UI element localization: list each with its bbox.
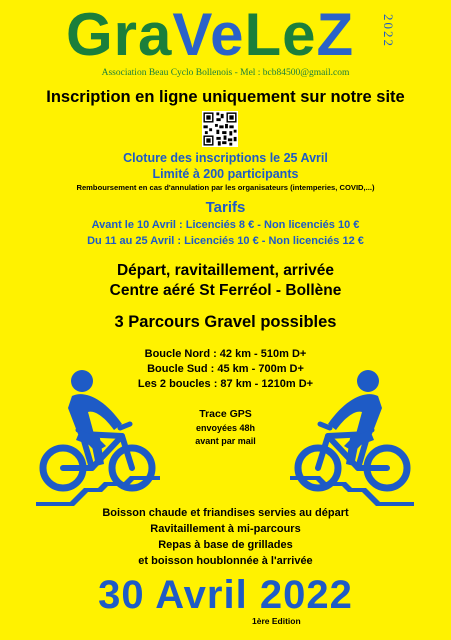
start-location-name: Centre aéré St Ferréol - Bollène (109, 282, 342, 299)
gps-line-2: envoyées 48h (195, 423, 256, 433)
pricing-title: Tarifs (205, 199, 246, 216)
logo-part-3: Le (244, 1, 317, 68)
qr-code-icon[interactable] (202, 111, 238, 147)
logo-part-2: Ve (172, 1, 245, 68)
registration-deadline: Cloture des inscriptions le 25 Avril (123, 151, 328, 165)
logo-part-1: Gra (66, 1, 173, 68)
edition-label: 1ère Edition (252, 616, 301, 626)
info-refreshment: Ravitaillement à mi-parcours (150, 523, 301, 535)
gps-title: Trace GPS (199, 408, 252, 420)
start-location-heading: Départ, ravitaillement, arrivée (116, 262, 335, 279)
cyclist-left-icon (34, 368, 162, 508)
route-north: Boucle Nord : 42 km - 510m D+ (144, 348, 307, 360)
cyclist-right-icon (288, 368, 416, 508)
association-contact: Association Beau Cyclo Bollenois - Mel : bcb84500@gmail.com (101, 68, 350, 78)
routes-heading: 3 Parcours Gravel possibles (114, 313, 337, 331)
info-drinks: Boisson chaude et friandises servies au départ (102, 507, 349, 519)
pricing-early: Avant le 10 Avril : Licenciés 8 € - Non licenciés 10 € (91, 219, 360, 231)
refund-policy: Remboursement en cas d'annulation par les organisateurs (intemperies, COVID,...) (76, 183, 375, 192)
pricing-late: Du 11 au 25 Avril : Licenciés 10 € - Non licenciés 12 € (87, 235, 364, 247)
logo-year: 2022 (381, 14, 396, 48)
info-beer: et boisson houblonnée à l'arrivée (138, 555, 313, 567)
route-both: Les 2 boucles : 87 km - 1210m D+ (137, 378, 314, 390)
logo-part-4: Z (316, 1, 355, 68)
registration-heading: Inscription en ligne uniquement sur notre site (46, 88, 405, 106)
participant-limit: Limité à 200 participants (152, 167, 299, 181)
gps-line-3: avant par mail (195, 436, 256, 446)
route-south: Boucle Sud : 45 km - 700m D+ (147, 363, 304, 375)
event-date: 30 Avril 2022 (98, 573, 353, 617)
info-meal: Repas à base de grillades (158, 539, 293, 551)
event-logo (66, 2, 382, 68)
